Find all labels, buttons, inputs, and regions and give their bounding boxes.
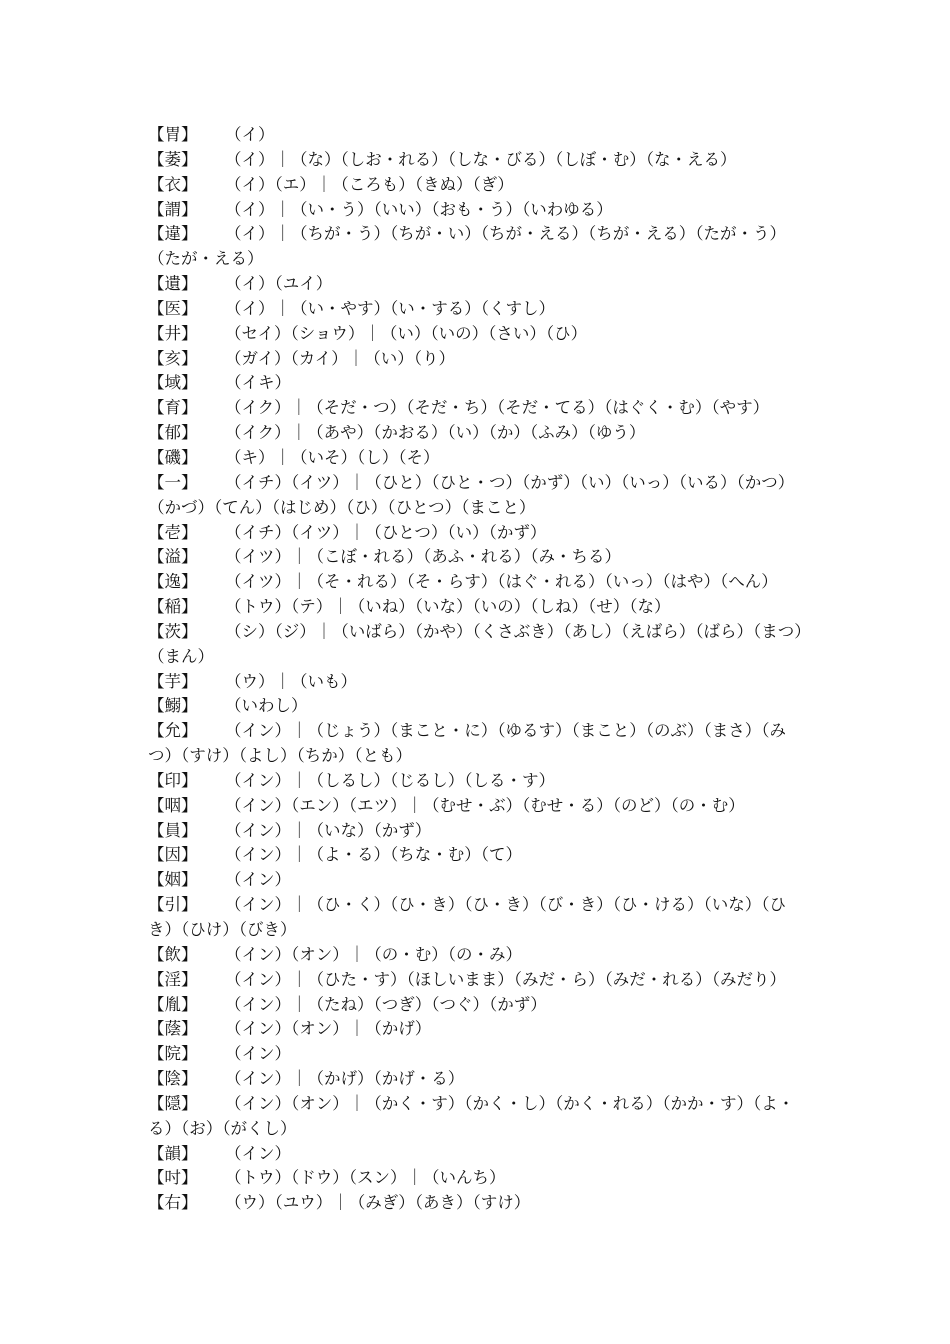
kanji-entry <box>148 272 808 297</box>
kanji-readings: （ウ）（ユウ）｜（みぎ）（あき）（すけ） <box>225 1193 531 1213</box>
kanji-readings: （イン）（オン）｜（の・む）（の・み） <box>225 944 522 964</box>
kanji-heading: 【磯】 <box>148 447 198 467</box>
kanji-heading: 【右】 <box>148 1193 198 1213</box>
kanji-heading: 【逸】 <box>148 572 198 592</box>
kanji-heading: 【衣】 <box>148 174 198 194</box>
kanji-readings: （イン）｜（じょう）（まこと・に）（ゆるす）（まこと）（のぶ）（まさ）（みつ）（すけ）（よし）（ちか）（とも） <box>148 721 786 766</box>
kanji-entry <box>148 471 808 521</box>
kanji-entry <box>148 893 808 943</box>
kanji-readings: （イ）（エ）｜（ころも）（きぬ）（ぎ） <box>225 174 514 194</box>
kanji-entry <box>148 694 808 719</box>
kanji-heading: 【隠】 <box>148 1093 198 1113</box>
kanji-readings: （イチ）（イツ）｜（ひと）（ひと・つ）（かず）（い）（いっ）（いる）（かつ）（かづ）（てん）（はじめ）（ひ）（ひとつ）（まこと） <box>148 472 795 517</box>
kanji-heading: 【一】 <box>148 472 198 492</box>
kanji-readings: （イク）｜（そだ・つ）（そだ・ち）（そだ・てる）（はぐく・む）（やす） <box>225 398 770 418</box>
kanji-heading: 【育】 <box>148 398 198 418</box>
kanji-entry <box>148 993 808 1018</box>
kanji-readings: （イン）｜（ひ・く）（ひ・き）（ひ・き）（び・き）（ひ・ける）（いな）（ひき）（ひけ）（びき） <box>148 895 786 939</box>
kanji-entry <box>148 396 808 421</box>
kanji-entry <box>148 421 808 446</box>
kanji-readings: （いわし） <box>225 696 308 716</box>
readings-list <box>148 123 808 1216</box>
kanji-heading: 【院】 <box>148 1044 198 1064</box>
kanji-readings: （イチ）（イツ）｜（ひとつ）（い）（かず） <box>225 522 547 542</box>
kanji-entry <box>148 322 808 347</box>
kanji-readings: （イン）（オン）｜（かげ） <box>225 1019 432 1039</box>
kanji-entry <box>148 595 808 620</box>
kanji-heading: 【陰】 <box>148 1069 198 1089</box>
kanji-heading: 【飲】 <box>148 944 198 964</box>
kanji-readings: （イン）｜（たね）（つぎ）（つぐ）（かず） <box>225 994 547 1014</box>
kanji-heading: 【医】 <box>148 298 198 318</box>
kanji-heading: 【胤】 <box>148 994 198 1014</box>
kanji-heading: 【胃】 <box>148 125 198 144</box>
kanji-entry <box>148 719 808 769</box>
kanji-readings: （イン）｜（よ・る）（ちな・む）（て） <box>225 845 522 865</box>
kanji-readings: （イン）｜（いな）（かず） <box>225 820 432 840</box>
kanji-heading: 【鰯】 <box>148 696 198 716</box>
kanji-readings: （シ）（ジ）｜（いばら）（かや）（くさぶき）（あし）（えばら）（ばら）（まつ）（まん） <box>148 621 803 666</box>
kanji-heading: 【萎】 <box>148 149 198 169</box>
kanji-entry <box>148 297 808 322</box>
kanji-readings: （イン） <box>225 1143 291 1163</box>
kanji-heading: 【淫】 <box>148 969 198 989</box>
kanji-entry <box>148 173 808 198</box>
kanji-heading: 【遺】 <box>148 274 198 294</box>
kanji-readings: （イ）｜（ちが・う）（ちが・い）（ちが・える）（ちが・える）（たが・う）（たが・える） <box>148 224 786 269</box>
kanji-readings: （イ）（ユイ） <box>225 274 333 294</box>
kanji-entry <box>148 123 808 148</box>
kanji-heading: 【謂】 <box>148 199 198 219</box>
kanji-entry <box>148 943 808 968</box>
kanji-entry <box>148 446 808 471</box>
kanji-heading: 【郁】 <box>148 423 198 443</box>
kanji-readings: （イン）（オン）｜（かく・す）（かく・し）（かく・れる）（かか・す）（よ・る）（お）（がくし） <box>148 1093 795 1138</box>
kanji-heading: 【因】 <box>148 845 198 865</box>
kanji-readings: （ガイ）（カイ）｜（い）（り） <box>225 348 456 368</box>
kanji-entry <box>148 1092 808 1142</box>
kanji-entry <box>148 347 808 372</box>
kanji-entry <box>148 1067 808 1092</box>
kanji-entry <box>148 1191 808 1216</box>
kanji-heading: 【韻】 <box>148 1143 198 1163</box>
kanji-readings: （イン）｜（かげ）（かげ・る） <box>225 1069 465 1089</box>
kanji-entry <box>148 968 808 993</box>
kanji-entry <box>148 521 808 546</box>
kanji-entry <box>148 222 808 272</box>
kanji-entry <box>148 148 808 173</box>
kanji-heading: 【允】 <box>148 721 198 741</box>
kanji-heading: 【井】 <box>148 323 198 343</box>
kanji-entry <box>148 819 808 844</box>
kanji-readings: （イン）｜（ひた・す）（ほしいまま）（みだ・ら）（みだ・れる）（みだり） <box>225 969 786 989</box>
kanji-heading: 【稲】 <box>148 597 198 617</box>
kanji-readings: （イ）｜（い・う）（いい）（おも・う）（いわゆる） <box>225 199 613 219</box>
kanji-heading: 【蔭】 <box>148 1019 198 1039</box>
kanji-readings: （イキ） <box>225 373 291 393</box>
kanji-readings: （イン）（エン）（エツ）｜（むせ・ぶ）（むせ・る）（のど）（の・む） <box>225 795 745 815</box>
kanji-readings: （トウ）（ドウ）（スン）｜（いんち） <box>225 1168 506 1188</box>
kanji-entry <box>148 769 808 794</box>
kanji-readings: （ウ）｜（いも） <box>225 671 357 691</box>
kanji-readings: （イツ）｜（そ・れる）（そ・らす）（はぐ・れる）（いっ）（はや）（へん） <box>225 572 778 592</box>
kanji-entry <box>148 371 808 396</box>
kanji-readings: （キ）｜（いそ）（し）（そ） <box>225 447 440 467</box>
kanji-readings: （セイ）（ショウ）｜（い）（いの）（さい）（ひ） <box>225 323 588 343</box>
kanji-heading: 【亥】 <box>148 348 198 368</box>
kanji-entry <box>148 1166 808 1191</box>
kanji-readings: （トウ）（テ）｜（いね）（いな）（いの）（しね）（せ）（な） <box>225 597 671 617</box>
kanji-entry <box>148 545 808 570</box>
kanji-readings: （イン）｜（しるし）（じるし）（しる・す） <box>225 770 555 790</box>
kanji-heading: 【茨】 <box>148 621 198 641</box>
kanji-heading: 【印】 <box>148 770 198 790</box>
kanji-readings: （イ）｜（な）（しお・れる）（しな・びる）（しぼ・む）（な・える） <box>225 149 737 169</box>
kanji-entry <box>148 1142 808 1167</box>
kanji-heading: 【域】 <box>148 373 198 393</box>
kanji-entry <box>148 843 808 868</box>
kanji-heading: 【員】 <box>148 820 198 840</box>
kanji-heading: 【壱】 <box>148 522 198 542</box>
kanji-heading: 【咽】 <box>148 795 198 815</box>
kanji-entry <box>148 868 808 893</box>
kanji-heading: 【違】 <box>148 224 198 244</box>
kanji-heading: 【吋】 <box>148 1168 198 1188</box>
kanji-readings: （イン） <box>225 870 291 890</box>
kanji-heading: 【姻】 <box>148 870 198 890</box>
kanji-entry <box>148 1042 808 1067</box>
kanji-entry <box>148 794 808 819</box>
kanji-readings: （イク）｜（あや）（かおる）（い）（か）（ふみ）（ゆう） <box>225 423 646 443</box>
kanji-entry <box>148 570 808 595</box>
kanji-heading: 【芋】 <box>148 671 198 691</box>
kanji-readings: （イ） <box>225 125 275 144</box>
kanji-entry <box>148 1017 808 1042</box>
kanji-heading: 【溢】 <box>148 547 198 567</box>
kanji-entry <box>148 198 808 223</box>
kanji-readings: （イ）｜（い・やす）（い・する）（くすし） <box>225 298 555 318</box>
kanji-readings: （イツ）｜（こぼ・れる）（あふ・れる）（み・ちる） <box>225 547 621 567</box>
kanji-readings: （イン） <box>225 1044 291 1064</box>
kanji-entry <box>148 670 808 695</box>
kanji-entry <box>148 620 808 670</box>
kanji-heading: 【引】 <box>148 895 198 915</box>
